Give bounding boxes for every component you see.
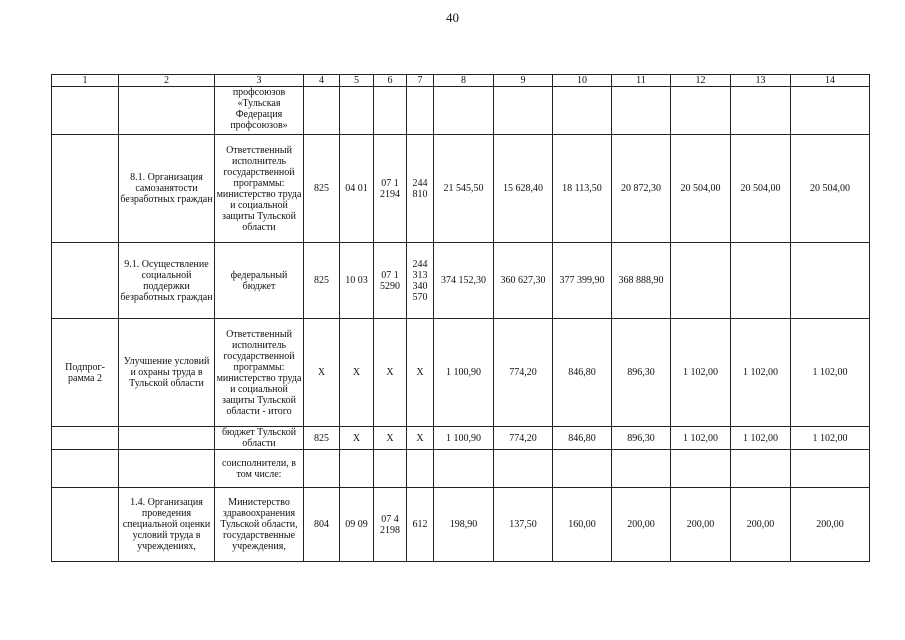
value-cell	[791, 243, 870, 319]
grbs-cell: X	[304, 319, 340, 427]
expense-type-cell: X	[407, 319, 434, 427]
target-article-cell: X	[374, 427, 407, 450]
column-header: 14	[791, 75, 870, 87]
column-header: 1	[52, 75, 119, 87]
value-cell	[731, 243, 791, 319]
event-cell	[119, 87, 215, 135]
program-cell	[52, 87, 119, 135]
value-cell: 200,00	[731, 488, 791, 562]
executor-cell: Ответственный исполнитель государственной программы: министерство труда и социальной защиты Тульской области - итого	[215, 319, 304, 427]
program-cell	[52, 243, 119, 319]
column-header: 12	[671, 75, 731, 87]
table-row	[52, 427, 870, 450]
value-cell	[671, 243, 731, 319]
event-cell: 9.1. Осуществление социальной поддержки безработных граждан	[119, 243, 215, 319]
program-cell	[52, 427, 119, 450]
event-cell: 1.4. Организация проведения специальной оценки условий труда в учреждениях,	[119, 488, 215, 562]
executor-cell: бюджет Тульской области	[215, 427, 304, 450]
expense-type-cell: X	[407, 427, 434, 450]
grbs-cell: 825	[304, 135, 340, 243]
value-cell: 360 627,30	[494, 243, 553, 319]
table-row	[52, 135, 870, 243]
expense-type-cell: 244 313 340 570	[407, 243, 434, 319]
value-cell	[671, 87, 731, 135]
value-cell: 377 399,90	[553, 243, 612, 319]
column-header: 2	[119, 75, 215, 87]
section-cell: X	[340, 319, 374, 427]
grbs-cell	[304, 450, 340, 488]
expense-type-cell: 244 810	[407, 135, 434, 243]
value-cell: 200,00	[791, 488, 870, 562]
value-cell	[612, 87, 671, 135]
section-cell: 10 03	[340, 243, 374, 319]
budget-table	[51, 74, 870, 562]
column-header: 9	[494, 75, 553, 87]
target-article-cell	[374, 87, 407, 135]
value-cell: 198,90	[434, 488, 494, 562]
section-cell	[340, 87, 374, 135]
target-article-cell: X	[374, 319, 407, 427]
value-cell: 846,80	[553, 319, 612, 427]
column-header: 11	[612, 75, 671, 87]
section-cell: 09 09	[340, 488, 374, 562]
column-header: 8	[434, 75, 494, 87]
value-cell	[731, 87, 791, 135]
program-cell	[52, 450, 119, 488]
program-cell: Подпрог-рамма 2	[52, 319, 119, 427]
value-cell	[791, 450, 870, 488]
event-cell	[119, 427, 215, 450]
value-cell: 1 100,90	[434, 319, 494, 427]
executor-cell: Ответственный исполнитель государственной программы: министерство труда и социальной защиты Тульской области	[215, 135, 304, 243]
column-header: 13	[731, 75, 791, 87]
value-cell: 20 504,00	[671, 135, 731, 243]
value-cell: 774,20	[494, 319, 553, 427]
value-cell: 846,80	[553, 427, 612, 450]
grbs-cell: 825	[304, 427, 340, 450]
column-header: 6	[374, 75, 407, 87]
target-article-cell: 07 4 2198	[374, 488, 407, 562]
event-cell	[119, 450, 215, 488]
value-cell: 20 504,00	[791, 135, 870, 243]
value-cell: 1 102,00	[731, 319, 791, 427]
column-header: 5	[340, 75, 374, 87]
grbs-cell: 825	[304, 243, 340, 319]
target-article-cell: 07 1 5290	[374, 243, 407, 319]
value-cell	[791, 87, 870, 135]
value-cell: 15 628,40	[494, 135, 553, 243]
value-cell	[671, 450, 731, 488]
value-cell: 1 102,00	[671, 319, 731, 427]
value-cell: 368 888,90	[612, 243, 671, 319]
executor-cell: профсоюзов «Тульская Федерация профсоюзов»	[215, 87, 304, 135]
header-row	[52, 75, 870, 87]
event-cell: 8.1. Организация самозанятости безработных граждан	[119, 135, 215, 243]
value-cell: 18 113,50	[553, 135, 612, 243]
target-article-cell	[374, 450, 407, 488]
value-cell	[494, 87, 553, 135]
grbs-cell	[304, 87, 340, 135]
value-cell	[494, 450, 553, 488]
grbs-cell: 804	[304, 488, 340, 562]
value-cell: 1 102,00	[791, 427, 870, 450]
value-cell: 1 100,90	[434, 427, 494, 450]
value-cell: 374 152,30	[434, 243, 494, 319]
table-body	[52, 75, 870, 562]
value-cell: 20 504,00	[731, 135, 791, 243]
event-cell: Улучшение условий и охраны труда в Тульской области	[119, 319, 215, 427]
value-cell	[553, 450, 612, 488]
table-row	[52, 319, 870, 427]
program-cell	[52, 135, 119, 243]
executor-cell: соисполнители, в том числе:	[215, 450, 304, 488]
column-header: 10	[553, 75, 612, 87]
value-cell: 896,30	[612, 319, 671, 427]
value-cell: 137,50	[494, 488, 553, 562]
executor-cell: федеральный бюджет	[215, 243, 304, 319]
section-cell	[340, 450, 374, 488]
value-cell	[434, 450, 494, 488]
value-cell: 1 102,00	[671, 427, 731, 450]
column-header: 4	[304, 75, 340, 87]
target-article-cell: 07 1 2194	[374, 135, 407, 243]
value-cell: 200,00	[671, 488, 731, 562]
table-row	[52, 450, 870, 488]
value-cell: 774,20	[494, 427, 553, 450]
value-cell	[553, 87, 612, 135]
column-header: 7	[407, 75, 434, 87]
table-row	[52, 243, 870, 319]
value-cell: 1 102,00	[791, 319, 870, 427]
section-cell: 04 01	[340, 135, 374, 243]
page-number: 40	[446, 10, 459, 25]
program-cell	[52, 488, 119, 562]
expense-type-cell	[407, 87, 434, 135]
value-cell	[731, 450, 791, 488]
value-cell	[434, 87, 494, 135]
section-cell: X	[340, 427, 374, 450]
value-cell: 20 872,30	[612, 135, 671, 243]
expense-type-cell: 612	[407, 488, 434, 562]
column-header: 3	[215, 75, 304, 87]
value-cell: 160,00	[553, 488, 612, 562]
value-cell: 200,00	[612, 488, 671, 562]
value-cell: 1 102,00	[731, 427, 791, 450]
executor-cell: Министерство здравоохранения Тульской области, государственные учреждения,	[215, 488, 304, 562]
value-cell: 21 545,50	[434, 135, 494, 243]
value-cell: 896,30	[612, 427, 671, 450]
expense-type-cell	[407, 450, 434, 488]
table-row	[52, 488, 870, 562]
value-cell	[612, 450, 671, 488]
table-row	[52, 87, 870, 135]
